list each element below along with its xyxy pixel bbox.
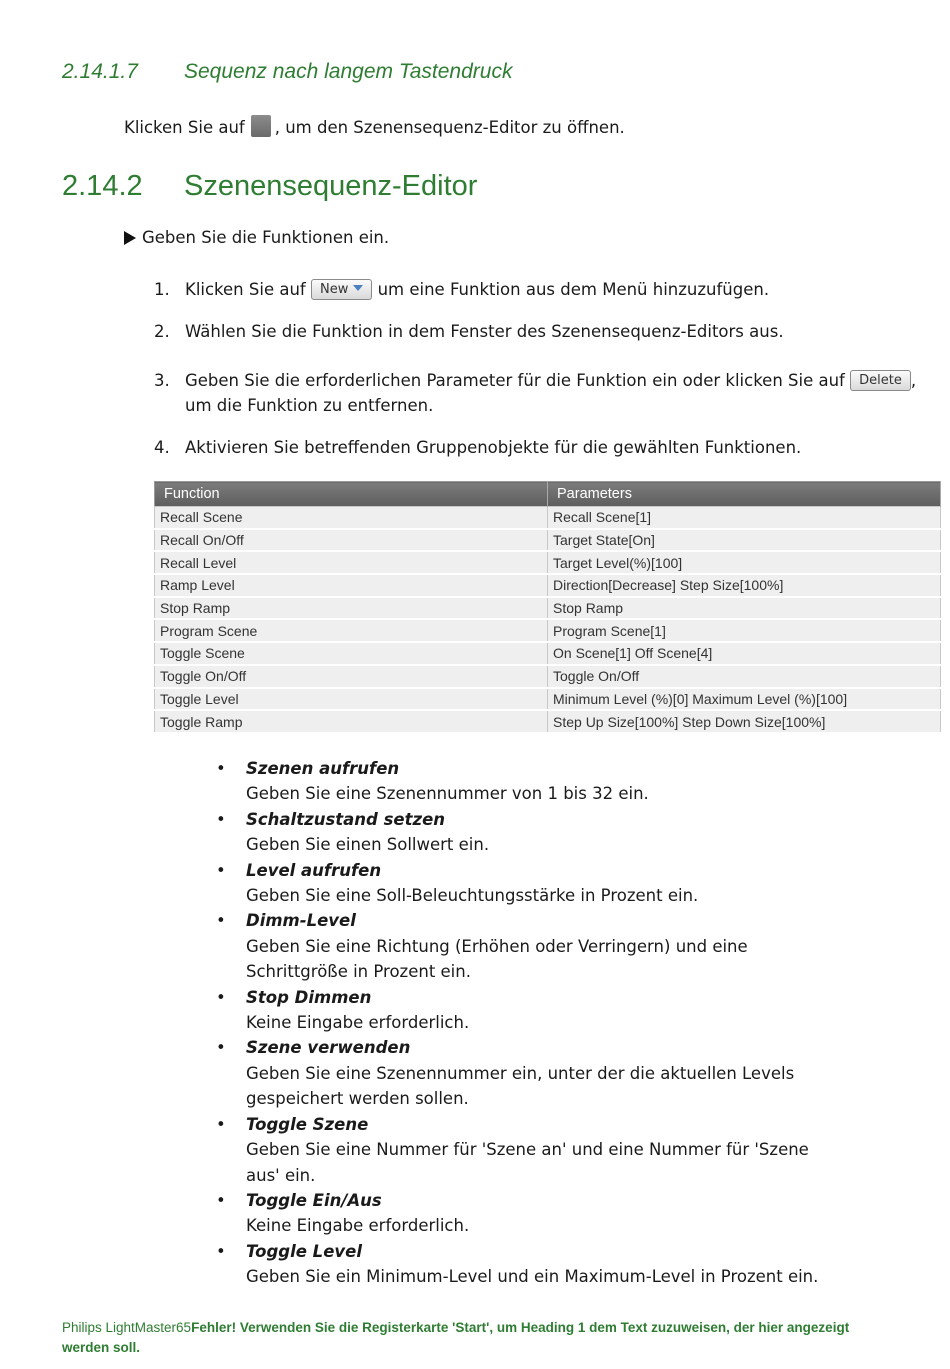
item-title: Stop Dimmen [246,987,372,1007]
parameters-cell[interactable]: Minimum Level (%)[0] Maximum Level (%)[100] [548,688,941,711]
bullet-icon: • [216,987,226,1007]
list-item [216,985,846,1036]
step-continuation: um die Funktion zu entfernen. [185,396,434,415]
table-row[interactable] [155,507,941,529]
column-header-function[interactable]: Function [155,482,548,507]
step-text: Wählen Sie die Funktion in dem Fenster des Szenensequenz-Editors aus. [185,322,784,341]
step-text-after: , [910,371,917,390]
list-item [216,858,846,909]
bullet-icon: • [216,860,226,880]
item-title: Toggle Szene [246,1114,369,1134]
section-number: 2.14.1.7 [62,60,138,83]
function-parameter-table [154,481,941,734]
function-description-list [216,756,846,1290]
list-item [216,756,846,807]
bullet-icon: • [216,1114,226,1134]
table-row[interactable] [155,574,941,597]
step-text: Klicken Sie auf [185,280,306,299]
step-number: 2. [154,322,170,341]
function-cell[interactable]: Recall Level [155,551,548,574]
step-text: Aktivieren Sie betreffenden Gruppenobjekte für die gewählten Funktionen. [185,438,802,457]
item-title: Level aufrufen [246,860,382,880]
step-3 [154,368,916,418]
step-text: Geben Sie die erforderlichen Parameter für die Funktion ein oder klicken Sie auf [185,371,845,390]
table-header-row [155,482,941,507]
bullet-icon: • [216,1241,226,1261]
section-heading-2-14-2 [62,170,477,203]
item-text: Geben Sie eine Soll-Beleuchtungsstärke in Prozent ein. [246,886,699,906]
function-cell[interactable]: Toggle Level [155,688,548,711]
item-text: Geben Sie eine Nummer für 'Szene an' und eine Nummer für 'Szene aus' ein. [246,1140,809,1185]
function-cell[interactable]: Recall Scene [155,507,548,529]
bullet-icon: • [216,809,226,829]
item-title: Toggle Level [246,1241,362,1261]
intro-text: Geben Sie die Funktionen ein. [142,228,390,247]
step-number: 4. [154,438,170,457]
para1-after: , um den Szenensequenz-Editor zu öffnen. [274,118,625,137]
table-row[interactable] [155,529,941,552]
page-footer [62,1318,882,1358]
open-editor-paragraph [124,115,625,137]
parameters-cell[interactable]: Step Up Size[100%] Step Down Size[100%] [548,710,941,733]
section-heading-2-14-1-7 [62,60,512,84]
function-cell[interactable]: Toggle On/Off [155,665,548,688]
bullet-icon: • [216,1190,226,1210]
parameters-cell[interactable]: Target State[On] [548,529,941,552]
parameters-cell[interactable]: Recall Scene[1] [548,507,941,529]
table-row[interactable] [155,710,941,733]
item-text: Geben Sie eine Szenennummer ein, unter der die aktuellen Levels gespeichert werden sollen. [246,1063,795,1109]
list-item [216,908,846,984]
table-row[interactable] [155,551,941,574]
item-text: Geben Sie einen Sollwert ein. [246,835,490,855]
intro-instruction [124,228,389,247]
step-4 [154,435,801,460]
function-cell[interactable]: Toggle Scene [155,642,548,665]
function-cell[interactable]: Toggle Ramp [155,710,548,733]
item-title: Schaltzustand setzen [246,809,446,829]
table-row[interactable] [155,619,941,642]
parameters-cell[interactable]: On Scene[1] Off Scene[4] [548,642,941,665]
function-cell[interactable]: Stop Ramp [155,597,548,620]
item-text: Geben Sie eine Szenennummer von 1 bis 32 ein. [246,784,649,804]
function-cell[interactable]: Ramp Level [155,574,548,597]
new-button-label: New [319,282,349,297]
item-title: Szenen aufrufen [246,759,400,778]
bullet-icon: • [216,1038,226,1058]
para1-before: Klicken Sie auf [124,118,245,137]
item-title: Dimm-Level [246,911,356,931]
function-cell[interactable]: Recall On/Off [155,529,548,552]
list-item [216,807,846,858]
table-row[interactable] [155,597,941,620]
section-number: 2.14.2 [62,170,143,202]
step-2 [154,319,784,344]
table-row[interactable] [155,665,941,688]
bullet-icon: • [216,911,226,931]
editor-button-icon[interactable] [251,115,271,137]
item-text: Geben Sie ein Minimum-Level und ein Maximum-Level in Prozent ein. [246,1267,819,1287]
table-row[interactable] [155,642,941,665]
delete-button-label: Delete [859,373,902,388]
item-text: Geben Sie eine Richtung (Erhöhen oder Verringern) und eine Schrittgröße in Prozent ein. [246,936,748,982]
step-1 [154,277,769,302]
item-title: Toggle Ein/Aus [246,1190,382,1210]
delete-button[interactable] [850,370,911,391]
chevron-down-icon [353,285,363,291]
column-header-parameters[interactable]: Parameters [548,482,941,507]
section-title: Szenensequenz-Editor [184,170,478,202]
step-text-after: um eine Funktion aus dem Menü hinzuzufügen. [377,280,770,299]
parameters-cell[interactable]: Program Scene[1] [548,619,941,642]
item-text: Keine Eingabe erforderlich. [246,1013,470,1033]
list-item [216,1035,846,1111]
footer-error-text: Fehler! Verwenden Sie die Registerkarte 'Start', um Heading 1 dem Text zuzuweisen, der hier angezeigt werden soll. [62,1320,850,1355]
step-number: 3. [154,371,170,390]
parameters-cell[interactable]: Target Level(%)[100] [548,551,941,574]
arrow-right-icon [124,231,136,245]
footer-product: Philips LightMaster65 [62,1320,192,1335]
table-row[interactable] [155,688,941,711]
list-item [216,1188,846,1239]
item-text: Keine Eingabe erforderlich. [246,1216,470,1236]
section-title: Sequenz nach langem Tastendruck [184,60,513,83]
parameters-cell[interactable]: Direction[Decrease] Step Size[100%] [548,574,941,597]
list-item [216,1239,846,1290]
parameters-cell[interactable]: Toggle On/Off [548,665,941,688]
bullet-icon: • [216,759,226,778]
parameters-cell[interactable]: Stop Ramp [548,597,941,620]
new-button[interactable] [311,279,372,300]
item-title: Szene verwenden [246,1038,411,1058]
function-cell[interactable]: Program Scene [155,619,548,642]
step-number: 1. [154,280,170,299]
list-item [216,1112,846,1188]
